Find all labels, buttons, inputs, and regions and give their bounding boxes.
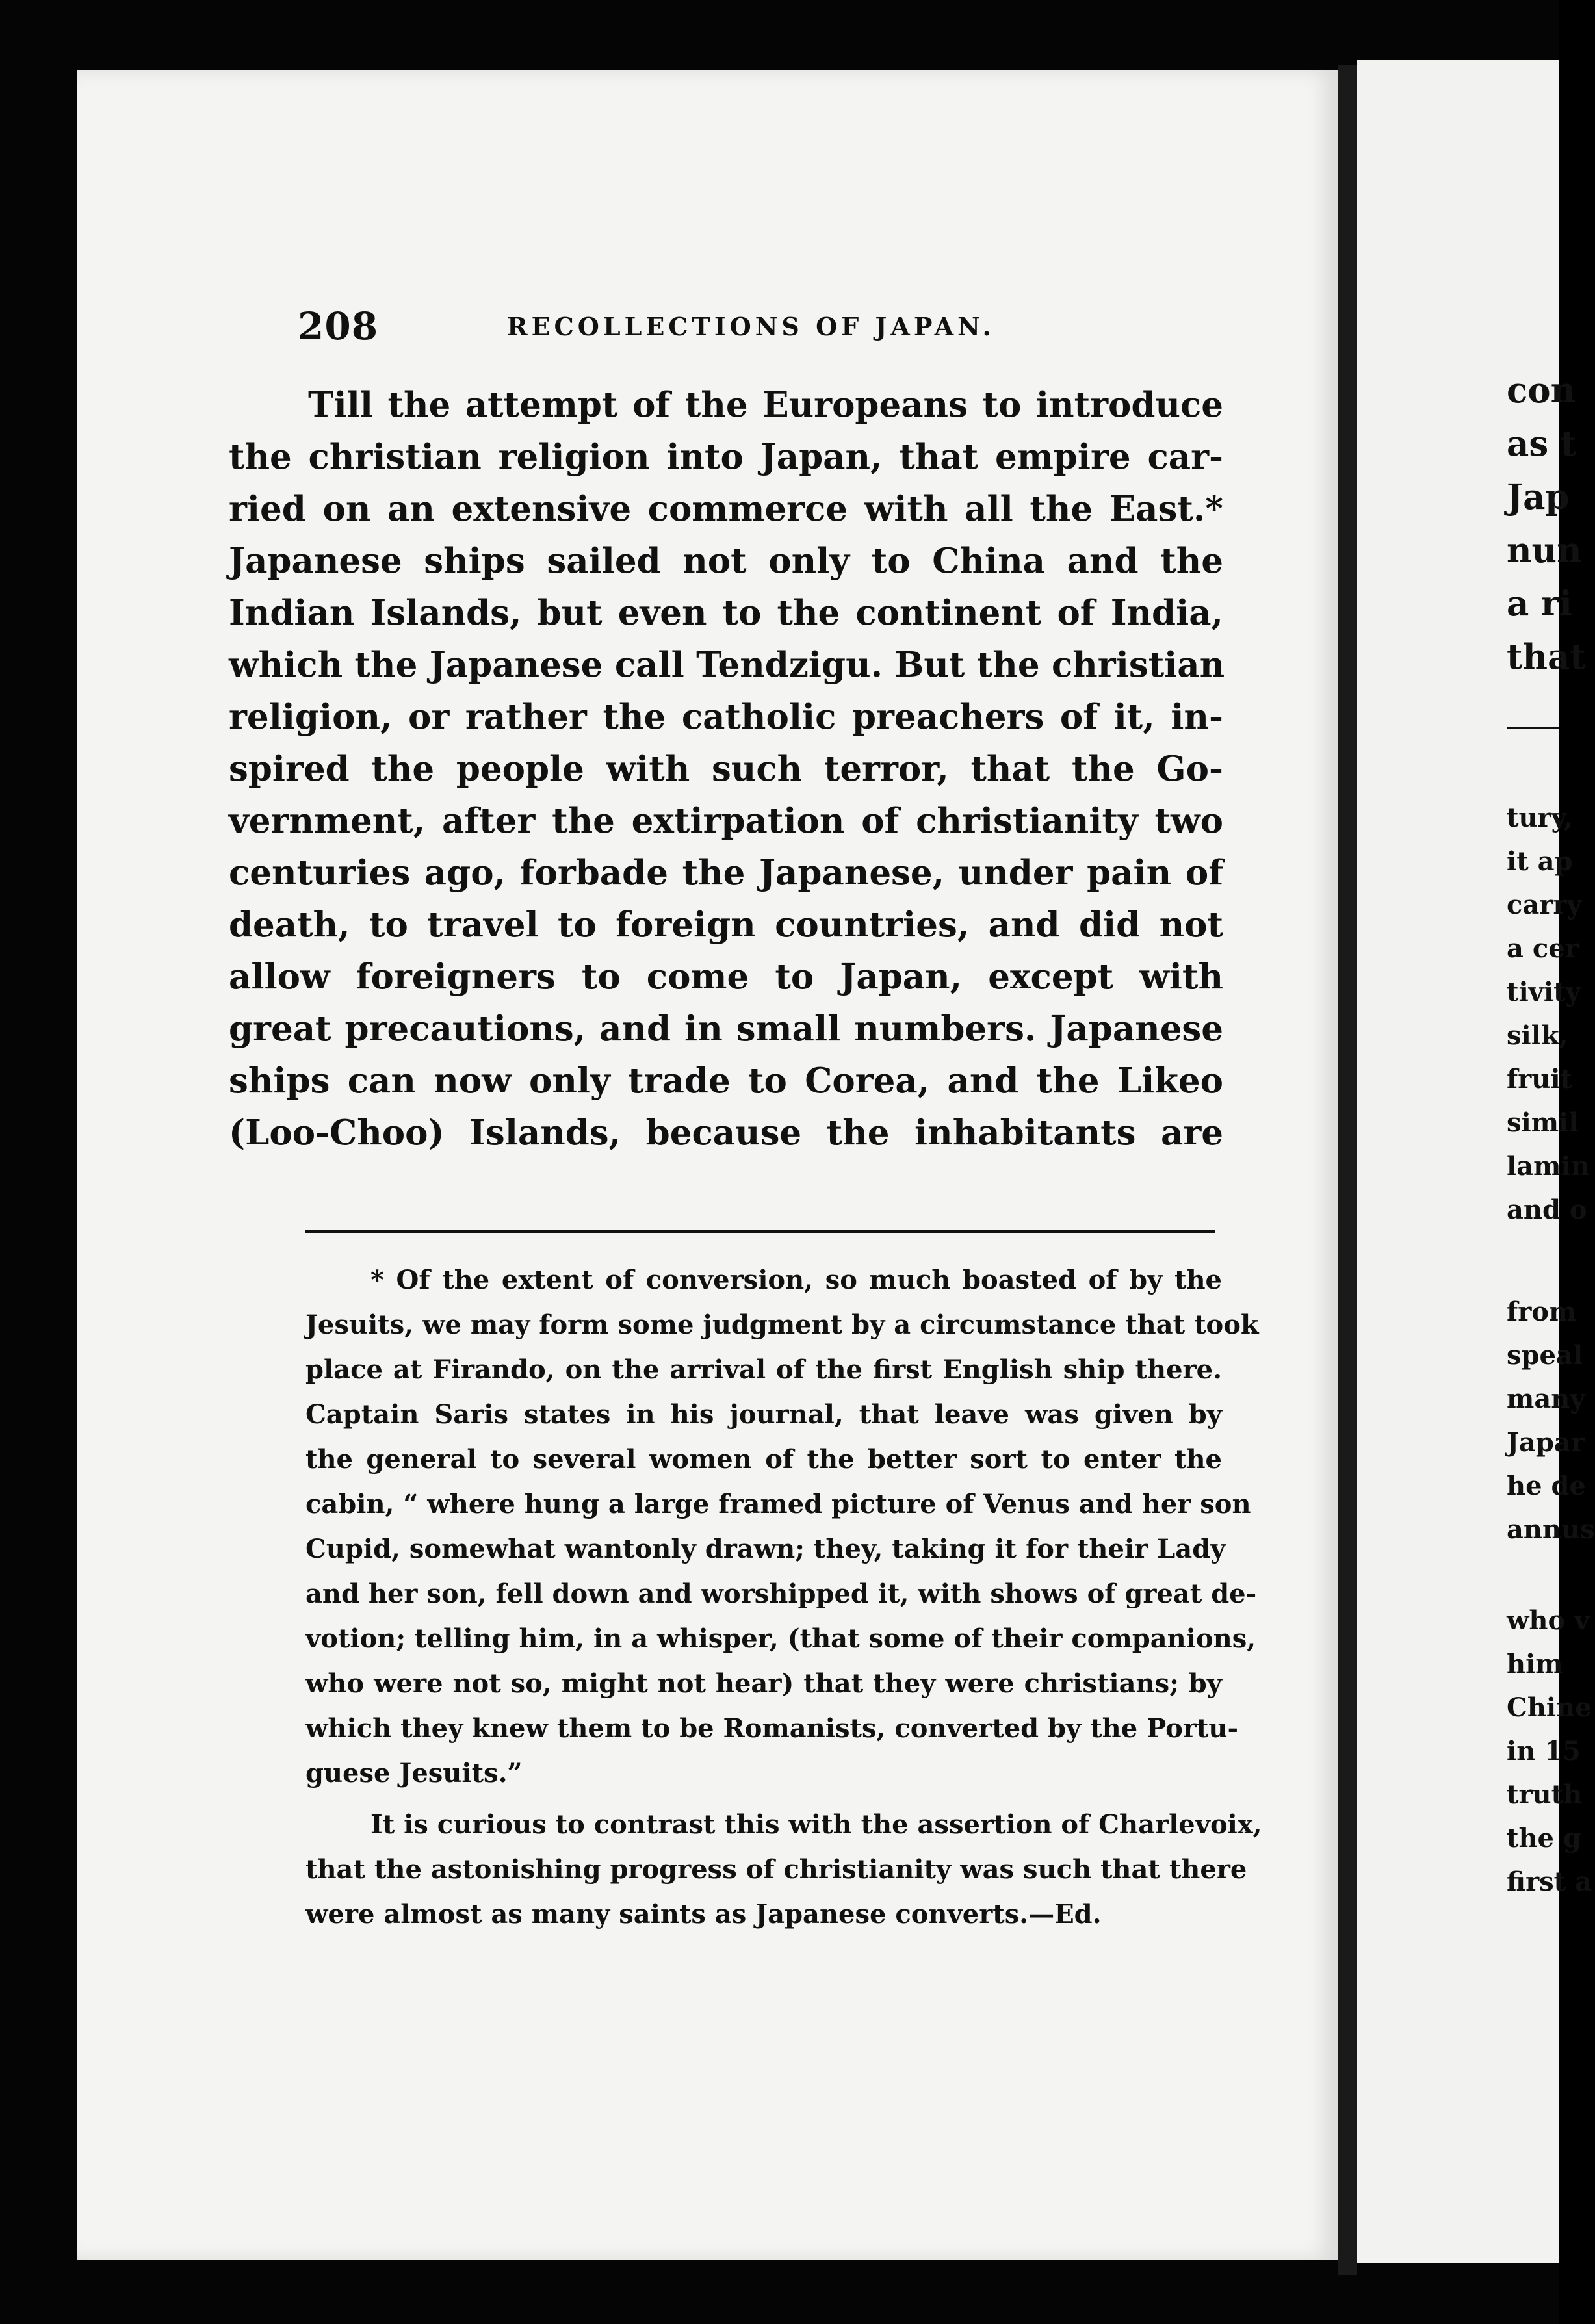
facing-line: and o <box>1507 1194 1587 1225</box>
footnote-line: who were not so, might not hear) that they were christians; by <box>305 1668 1222 1699</box>
facing-footnote-fragments-b <box>1507 1297 1595 1569</box>
body-line: spired the people with such terror, that the Go- <box>229 749 1223 789</box>
facing-line: a ri <box>1507 584 1572 624</box>
facing-line: tivity <box>1507 977 1581 1007</box>
footnote-line: that the astonishing progress of christianity was such that there <box>305 1854 1247 1885</box>
facing-line: fruit <box>1507 1064 1573 1094</box>
body-line: religion, or rather the catholic preachers of it, in- <box>229 697 1223 737</box>
footnote-line: Jesuits, we may form some judgment by a circumstance that took <box>305 1310 1259 1340</box>
body-line: allow foreigners to come to Japan, except with <box>229 957 1223 997</box>
body-line: Indian Islands, but even to the continent of India, <box>229 593 1223 633</box>
facing-footnote-rule <box>1507 727 1559 729</box>
facing-line: carry <box>1507 890 1582 920</box>
facing-line: Japar <box>1507 1427 1585 1458</box>
facing-line: silk, <box>1507 1020 1568 1051</box>
footnote-line: It is curious to contrast this with the assertion of Charlevoix, <box>370 1809 1262 1840</box>
facing-line: a cer <box>1507 933 1579 964</box>
body-line: vernment, after the extirpation of christianity two <box>229 801 1223 841</box>
facing-line: from <box>1507 1297 1577 1327</box>
footnote-line: and her son, fell down and worshipped it, with shows of great de- <box>305 1579 1257 1609</box>
facing-line: tury, <box>1507 803 1573 833</box>
body-line: Till the attempt of the Europeans to introduce <box>308 385 1223 425</box>
facing-line: simil <box>1507 1107 1579 1138</box>
facing-footnote-fragments-a <box>1507 803 1590 1258</box>
body-line: centuries ago, forbade the Japanese, under pain of <box>229 853 1223 893</box>
body-line: ried on an extensive commerce with all the East.* <box>229 489 1223 529</box>
body-text <box>229 379 1223 1159</box>
footnote-rule <box>305 1230 1215 1233</box>
facing-line: lamin <box>1507 1151 1590 1181</box>
book-gutter <box>1338 65 1357 2275</box>
facing-footnote-fragments-c <box>1507 1605 1592 1924</box>
facing-line: speal <box>1507 1340 1583 1371</box>
footnote-line: which they knew them to be Romanists, converted by the Portu- <box>305 1713 1239 1744</box>
facing-line: many <box>1507 1384 1585 1414</box>
body-line: great precautions, and in small numbers. Japanese <box>229 1009 1223 1049</box>
footnote-line: guese Jesuits.” <box>305 1758 523 1788</box>
footnote-line: the general to several women of the better sort to enter the <box>305 1444 1222 1475</box>
body-line: ships can now only trade to Corea, and the Likeo <box>229 1061 1223 1101</box>
body-line: death, to travel to foreign countries, and did not <box>229 905 1223 945</box>
body-line: the christian religion into Japan, that empire car- <box>229 437 1223 477</box>
facing-line: Jap <box>1507 477 1570 517</box>
body-line: (Loo-Choo) Islands, because the inhabitants are <box>229 1113 1223 1153</box>
footnote-line: cabin, “ where hung a large framed picture of Venus and her son <box>305 1489 1251 1519</box>
facing-line: he de <box>1507 1471 1586 1501</box>
facing-line: first a <box>1507 1866 1592 1897</box>
facing-line: it ap <box>1507 846 1573 877</box>
facing-body-fragments <box>1507 370 1586 708</box>
facing-line: him <box>1507 1649 1563 1679</box>
footnote <box>305 1258 1262 1937</box>
footnote-line: were almost as many saints as Japanese converts.—Ed. <box>305 1899 1102 1930</box>
facing-line: nun <box>1507 530 1582 571</box>
facing-line: who v <box>1507 1605 1590 1636</box>
footnote-line: Captain Saris states in his journal, that leave was given by <box>305 1399 1222 1430</box>
facing-line: as t <box>1507 424 1577 464</box>
footnote-line: place at Firando, on the arrival of the first English ship there. <box>305 1354 1222 1385</box>
footnote-line: Cupid, somewhat wantonly drawn; they, taking it for their Lady <box>305 1534 1226 1564</box>
running-head: RECOLLECTIONS OF JAPAN. <box>507 312 995 341</box>
body-line: Japanese ships sailed not only to China and the <box>229 541 1223 581</box>
footnote-line: votion; telling him, in a whisper, (that some of their companions, <box>305 1623 1256 1654</box>
facing-line: Chine <box>1507 1692 1592 1723</box>
page-number: 208 <box>298 304 379 348</box>
facing-line: the g <box>1507 1823 1581 1853</box>
body-line: which the Japanese call Tendzigu. But the christian <box>229 645 1225 685</box>
facing-line: truth <box>1507 1779 1583 1810</box>
facing-line: con <box>1507 370 1576 411</box>
footnote-line: * Of the extent of conversion, so much boasted of by the <box>370 1265 1222 1295</box>
facing-line: in 15 <box>1507 1736 1581 1766</box>
facing-line: annus <box>1507 1514 1595 1545</box>
facing-line: that <box>1507 637 1586 677</box>
